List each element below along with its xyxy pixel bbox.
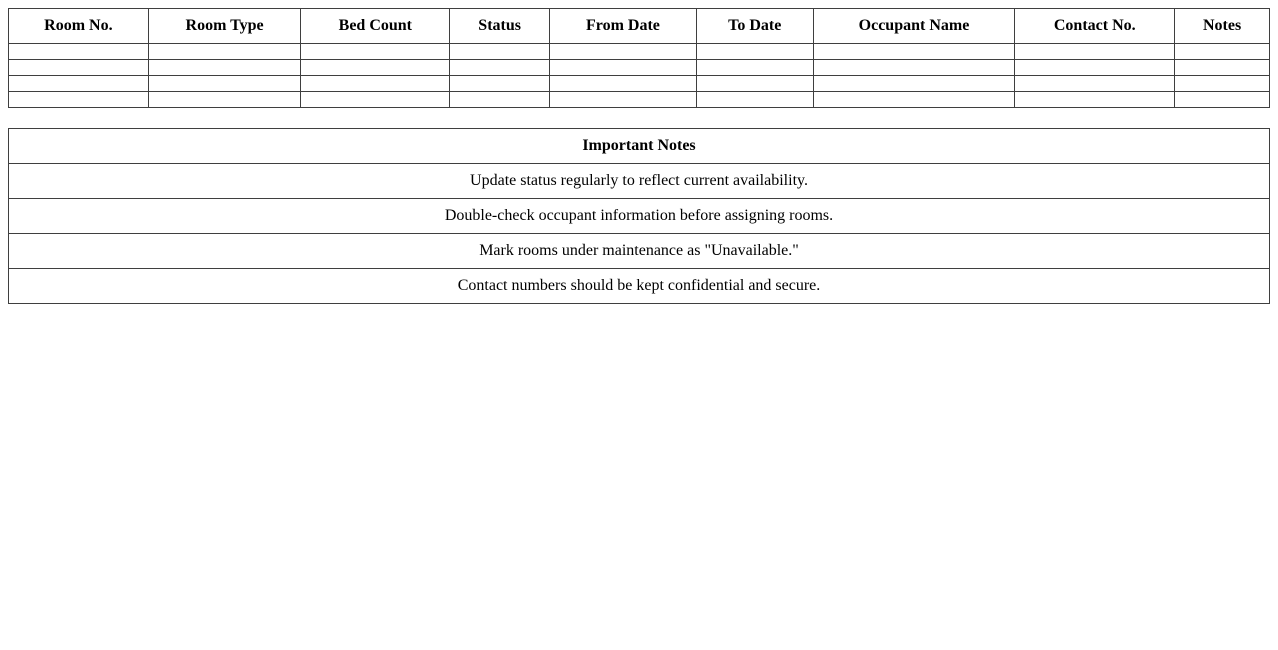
empty-cell bbox=[148, 92, 301, 108]
note-text: Mark rooms under maintenance as "Unavailable." bbox=[9, 234, 1270, 269]
empty-cell bbox=[1175, 92, 1270, 108]
note-row bbox=[9, 164, 1270, 199]
empty-cell bbox=[696, 44, 813, 60]
note-row bbox=[9, 199, 1270, 234]
empty-cell bbox=[550, 92, 697, 108]
empty-cell bbox=[450, 60, 550, 76]
empty-table-row bbox=[9, 76, 1270, 92]
empty-cell bbox=[148, 76, 301, 92]
important-notes-title: Important Notes bbox=[9, 129, 1270, 164]
room-table-header-row bbox=[9, 9, 1270, 44]
empty-cell bbox=[550, 60, 697, 76]
header-status: Status bbox=[450, 9, 550, 44]
header-notes: Notes bbox=[1175, 9, 1270, 44]
empty-cell bbox=[1015, 76, 1175, 92]
empty-cell bbox=[813, 92, 1015, 108]
notes-table-header-row bbox=[9, 129, 1270, 164]
empty-cell bbox=[9, 76, 149, 92]
empty-cell bbox=[450, 44, 550, 60]
empty-table-row bbox=[9, 44, 1270, 60]
empty-cell bbox=[148, 44, 301, 60]
header-bed-count: Bed Count bbox=[301, 9, 450, 44]
empty-cell bbox=[813, 60, 1015, 76]
empty-table-row bbox=[9, 60, 1270, 76]
empty-cell bbox=[1175, 44, 1270, 60]
empty-table-row bbox=[9, 92, 1270, 108]
empty-cell bbox=[1015, 60, 1175, 76]
note-text: Update status regularly to reflect current availability. bbox=[9, 164, 1270, 199]
empty-cell bbox=[9, 60, 149, 76]
header-to-date: To Date bbox=[696, 9, 813, 44]
note-text: Double-check occupant information before assigning rooms. bbox=[9, 199, 1270, 234]
note-row bbox=[9, 234, 1270, 269]
empty-cell bbox=[148, 60, 301, 76]
important-notes-table bbox=[8, 128, 1270, 304]
empty-cell bbox=[301, 44, 450, 60]
empty-cell bbox=[696, 92, 813, 108]
empty-cell bbox=[1015, 92, 1175, 108]
empty-cell bbox=[1015, 44, 1175, 60]
empty-cell bbox=[696, 76, 813, 92]
note-text: Contact numbers should be kept confidential and secure. bbox=[9, 269, 1270, 304]
header-room-no: Room No. bbox=[9, 9, 149, 44]
empty-cell bbox=[696, 60, 813, 76]
empty-cell bbox=[1175, 60, 1270, 76]
empty-cell bbox=[813, 76, 1015, 92]
empty-cell bbox=[301, 92, 450, 108]
empty-cell bbox=[9, 92, 149, 108]
empty-cell bbox=[450, 92, 550, 108]
empty-cell bbox=[301, 60, 450, 76]
header-occupant-name: Occupant Name bbox=[813, 9, 1015, 44]
note-row bbox=[9, 269, 1270, 304]
empty-cell bbox=[301, 76, 450, 92]
empty-cell bbox=[813, 44, 1015, 60]
empty-cell bbox=[9, 44, 149, 60]
header-contact-no: Contact No. bbox=[1015, 9, 1175, 44]
empty-cell bbox=[550, 76, 697, 92]
empty-cell bbox=[550, 44, 697, 60]
header-from-date: From Date bbox=[550, 9, 697, 44]
empty-cell bbox=[1175, 76, 1270, 92]
room-allocation-table bbox=[8, 8, 1270, 108]
empty-cell bbox=[450, 76, 550, 92]
header-room-type: Room Type bbox=[148, 9, 301, 44]
